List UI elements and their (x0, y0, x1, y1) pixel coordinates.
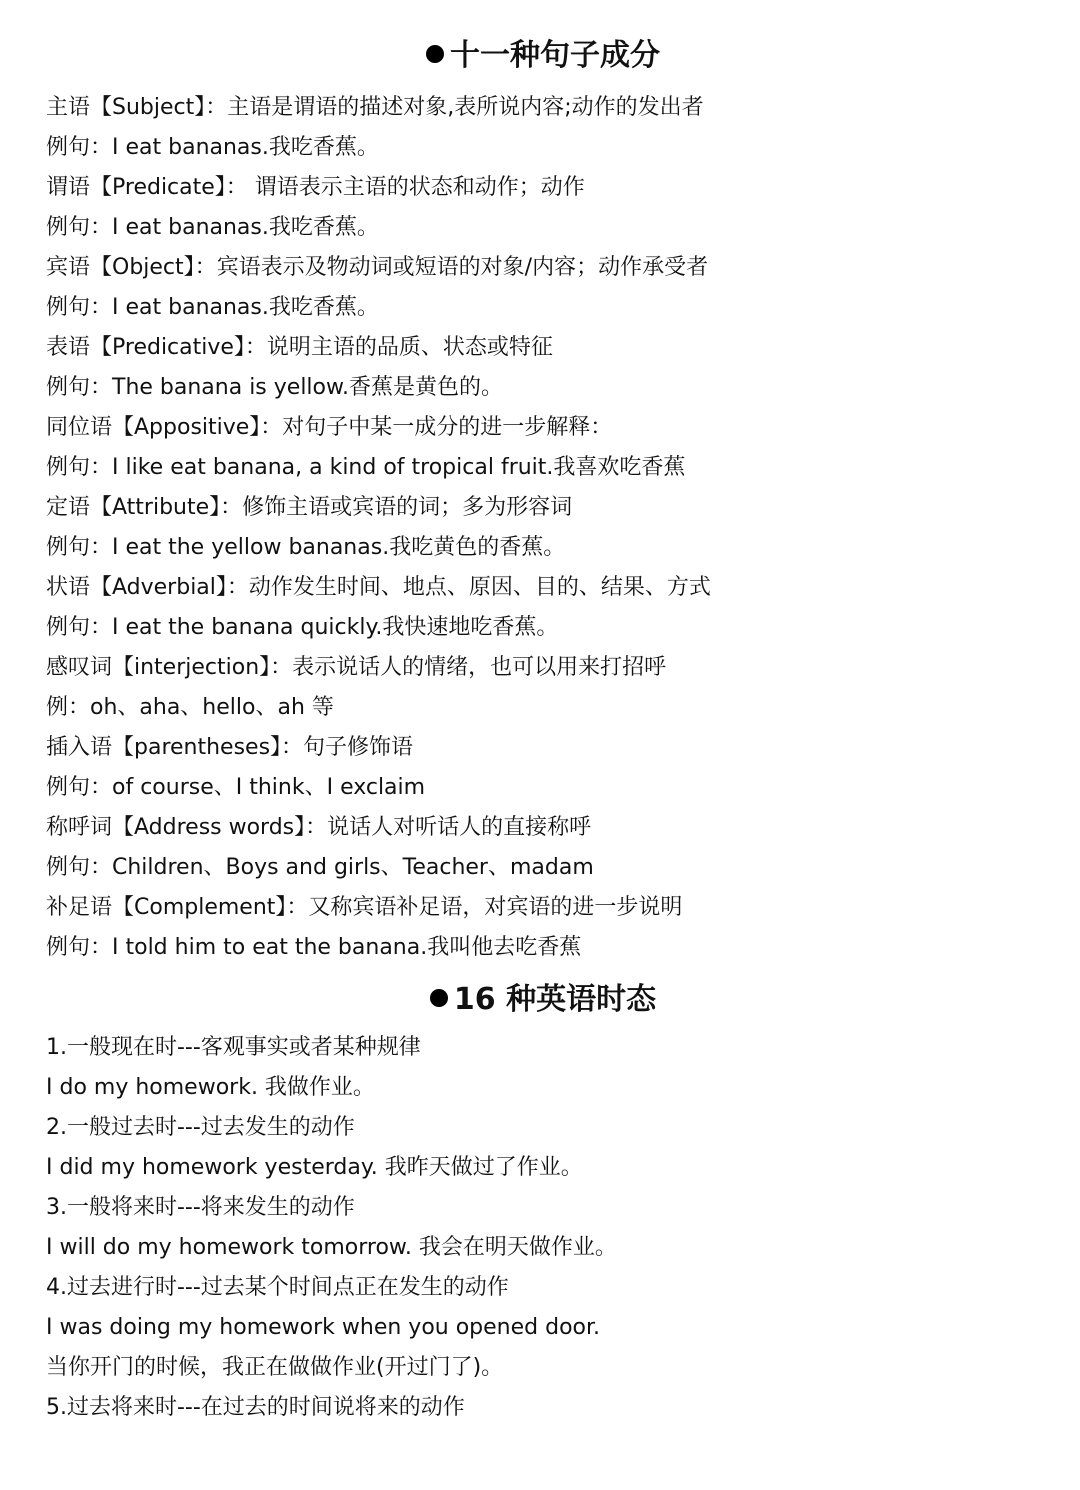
english-tenses-list (46, 1028, 1040, 1428)
text-line: 4.过去进行时---过去某个时间点正在发生的动作 (46, 1275, 509, 1300)
text-line: 宾语【Object】：宾语表示及物动词或短语的对象/内容；动作承受者 (46, 255, 709, 280)
text-line: I will do my homework tomorrow. 我会在明天做作业。 (46, 1235, 617, 1260)
text-line: 例句：I eat the yellow bananas.我吃黄色的香蕉。 (46, 535, 566, 560)
text-line: I was doing my homework when you opened door. (46, 1315, 601, 1340)
text-line: 同位语【Appositive】：对句子中某一成分的进一步解释： (46, 415, 613, 440)
text-line: 例：oh、aha、hello、ah 等 (46, 695, 334, 720)
text-line: 谓语【Predicate】： 谓语表示主语的状态和动作；动作 (46, 175, 585, 200)
text-line: I do my homework. 我做作业。 (46, 1075, 375, 1100)
text-line: 当你开门的时候，我正在做做作业(开过门了)。 (46, 1355, 504, 1380)
text-line: 例句：I eat bananas.我吃香蕉。 (46, 215, 379, 240)
section-title-text: 16 种英语时态 (453, 982, 657, 1017)
text-line: 例句：Children、Boys and girls、Teacher、madam (46, 855, 594, 880)
text-line: 例句：I eat bananas.我吃香蕉。 (46, 295, 379, 320)
text-line: 插入语【parentheses】：句子修饰语 (46, 735, 414, 760)
section-title-sentence-components (46, 36, 1040, 76)
text-line: 称呼词【Address words】：说话人对听话人的直接称呼 (46, 815, 592, 840)
sentence-components-list (46, 88, 1040, 968)
bullet-dot-icon (426, 45, 444, 63)
text-line: 3.一般将来时---将来发生的动作 (46, 1195, 355, 1220)
text-line: 例句：I eat bananas.我吃香蕉。 (46, 135, 379, 160)
text-line: 例句：I eat the banana quickly.我快速地吃香蕉。 (46, 615, 559, 640)
text-line: 例句：The banana is yellow.香蕉是黄色的。 (46, 375, 503, 400)
text-line: 例句：I told him to eat the banana.我叫他去吃香蕉 (46, 935, 582, 960)
text-line: 定语【Attribute】：修饰主语或宾语的词；多为形容词 (46, 495, 573, 520)
text-line: 状语【Adverbial】：动作发生时间、地点、原因、目的、结果、方式 (46, 575, 711, 600)
text-line: 5.过去将来时---在过去的时间说将来的动作 (46, 1395, 465, 1420)
text-line: 补足语【Complement】：又称宾语补足语，对宾语的进一步说明 (46, 895, 683, 920)
text-line: 感叹词【interjection】：表示说话人的情绪，也可以用来打招呼 (46, 655, 667, 680)
section-title-text: 十一种句子成分 (450, 38, 660, 73)
text-line: 1.一般现在时---客观事实或者某种规律 (46, 1035, 421, 1060)
text-line: 表语【Predicative】：说明主语的品质、状态或特征 (46, 335, 553, 360)
section-title-english-tenses (46, 980, 1040, 1020)
bullet-dot-icon (430, 989, 448, 1007)
text-line: 主语【Subject】：主语是谓语的描述对象,表所说内容;动作的发出者 (46, 95, 704, 120)
text-line: 2.一般过去时---过去发生的动作 (46, 1115, 355, 1140)
text-line: 例句：I like eat banana, a kind of tropical fruit.我喜欢吃香蕉 (46, 455, 686, 480)
text-line: 例句：of course、I think、I exclaim (46, 775, 426, 800)
text-line: I did my homework yesterday. 我昨天做过了作业。 (46, 1155, 583, 1180)
